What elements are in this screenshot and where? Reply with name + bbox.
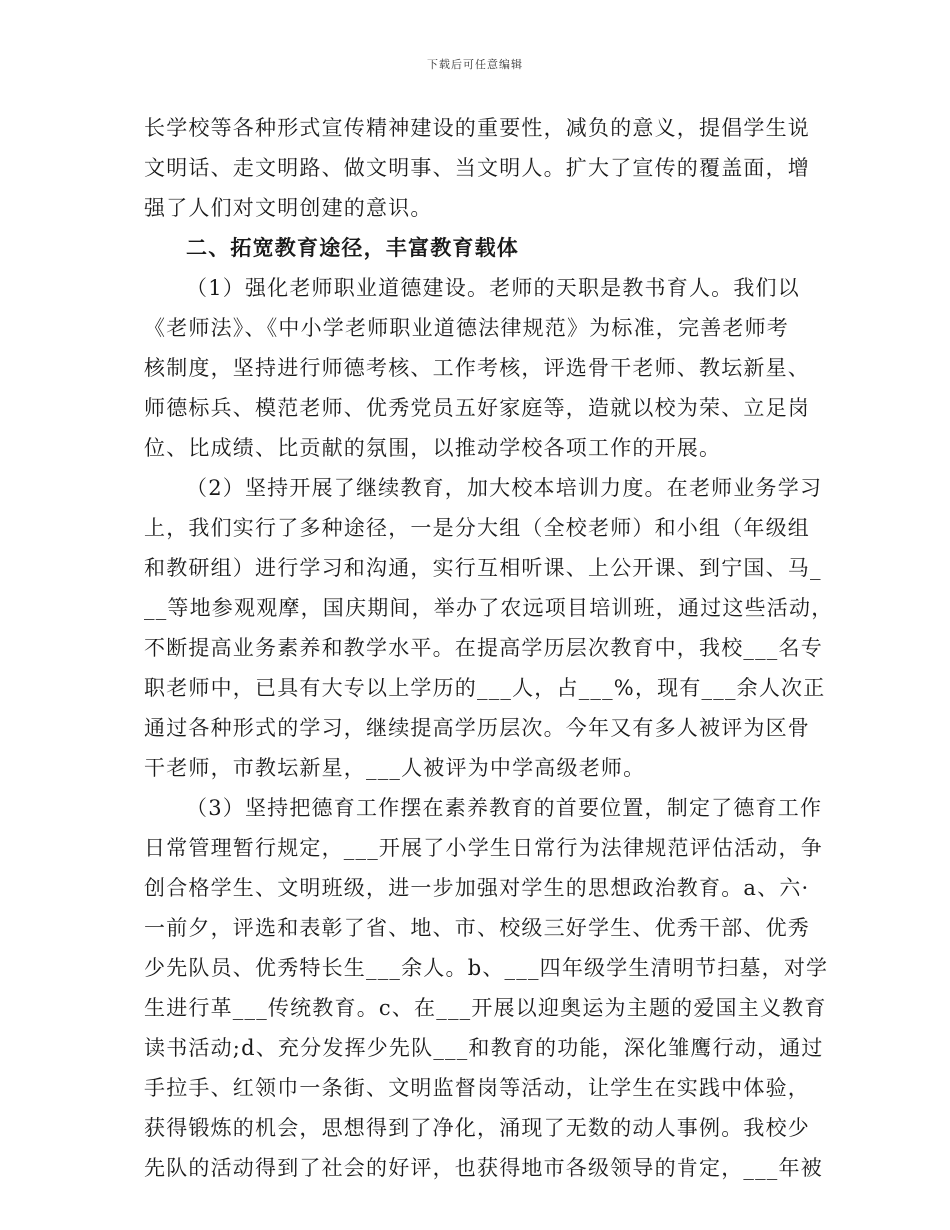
text-line: 干老师，市教坛新星，___人被评为中学高级老师。 xyxy=(144,756,646,780)
page-header: 下载后可任意编辑 xyxy=(427,58,523,71)
text-line: 职老师中，已具有大专以上学历的___人，占___%，现有___余人次正 xyxy=(144,676,826,700)
text-line: 通过各种形式的学习，继续提高学历层次。今年又有多人被评为区骨 xyxy=(144,716,810,740)
text-line: 获得锻炼的机会，思想得到了净化，涌现了无数的动人事例。我校少 xyxy=(144,1116,810,1140)
text-line: 长学校等各种形式宣传精神建设的重要性，减负的意义，提倡学生说 xyxy=(144,116,810,140)
text-line: 读书活动;d、充分发挥少先队___和教育的功能，深化雏鹰行动，通过 xyxy=(144,1036,824,1060)
text-line: 日常管理暂行规定，___开展了小学生日常行为法律规范评估活动，争 xyxy=(144,836,823,860)
text-line: 文明话、走文明路、做文明事、当文明人。扩大了宣传的覆盖面，增 xyxy=(144,156,810,180)
text-line: 《老师法》、《中小学老师职业道德法律规范》为标准，完善老师考 xyxy=(144,316,789,340)
text-line: （2）坚持开展了继续教育，加大校本培训力度。在老师业务学习 xyxy=(186,476,823,500)
section-heading: 二、拓宽教育途径，丰富教育载体 xyxy=(186,235,519,260)
document-body xyxy=(144,108,834,1188)
text-line: 和教研组）进行学习和沟通，实行互相听课、上公开课、到宁国、马_ xyxy=(144,556,822,580)
text-line: 一前夕，评选和表彰了省、地、市、校级三好学生、优秀干部、优秀 xyxy=(144,916,810,940)
text-line: 强了人们对文明创建的意识。 xyxy=(144,196,433,220)
text-line: （1）强化老师职业道德建设。老师的天职是教书育人。我们以 xyxy=(186,276,800,300)
text-line: 创合格学生、文明班级，进一步加强对学生的思想政治教育。a、六· xyxy=(144,876,810,900)
text-line: 生进行革___传统教育。c、在___开展以迎奥运为主题的爱国主义教育 xyxy=(144,996,827,1020)
text-line: 上，我们实行了多种途径，一是分大组（全校老师）和小组（年级组 xyxy=(144,516,810,540)
text-line: __等地参观观摩，国庆期间，举办了农远项目培训班，通过这些活动， xyxy=(144,596,834,620)
text-line: 师德标兵、模范老师、优秀党员五好家庭等，造就以校为荣、立足岗 xyxy=(144,396,810,420)
text-line: 核制度，坚持进行师德考核、工作考核，评选骨干老师、教坛新星、 xyxy=(144,356,810,380)
text-line: 手拉手、红领巾一条街、文明监督岗等活动，让学生在实践中体验， xyxy=(144,1076,810,1100)
text-line: （3）坚持把德育工作摆在素养教育的首要位置，制定了德育工作 xyxy=(186,796,823,820)
text-line: 位、比成绩、比贡献的氛围，以推动学校各项工作的开展。 xyxy=(144,436,722,460)
text-line: 不断提高业务素养和教学水平。在提高学历层次教育中，我校___名专 xyxy=(144,636,823,660)
text-line: 少先队员、优秀特长生___余人。b、___四年级学生清明节扫墓，对学 xyxy=(144,956,829,980)
text-line: 先队的活动得到了社会的好评，也获得地市各级领导的肯定，___年被 xyxy=(144,1156,823,1180)
